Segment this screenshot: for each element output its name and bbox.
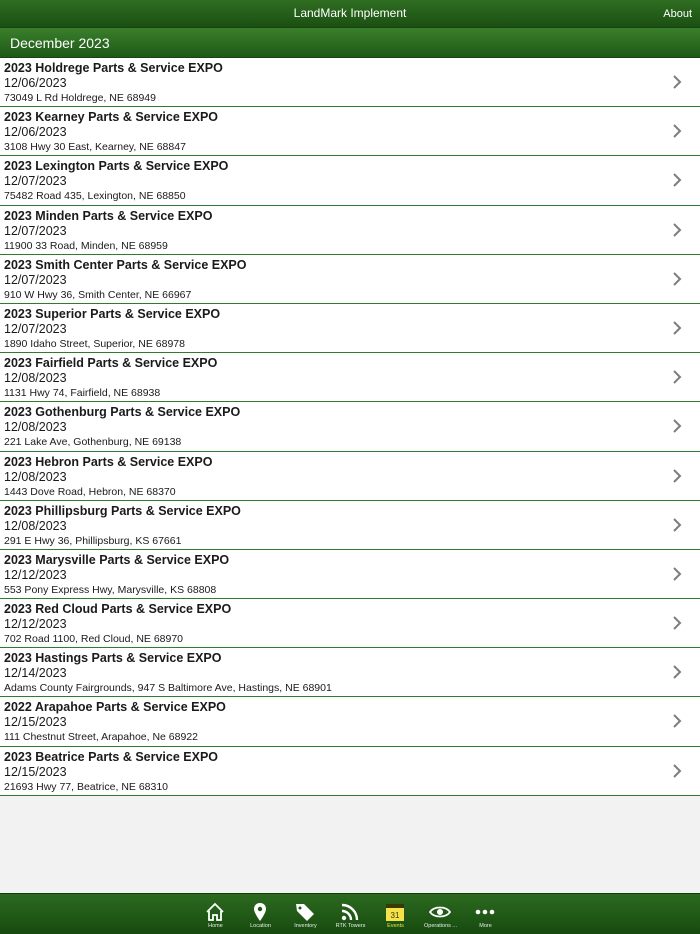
event-name: 2023 Holdrege Parts & Service EXPO bbox=[4, 61, 223, 75]
chevron-right-icon bbox=[672, 616, 682, 630]
event-list-item[interactable] bbox=[0, 255, 700, 304]
event-list-item[interactable] bbox=[0, 206, 700, 255]
tab-label: Inventory bbox=[294, 923, 317, 929]
event-list-item[interactable] bbox=[0, 304, 700, 353]
tag-icon bbox=[294, 901, 316, 923]
event-date: 12/07/2023 bbox=[4, 223, 67, 238]
chevron-right-icon bbox=[672, 469, 682, 483]
event-list-item[interactable] bbox=[0, 58, 700, 107]
event-name: 2023 Red Cloud Parts & Service EXPO bbox=[4, 602, 232, 617]
event-date: 12/12/2023 bbox=[4, 567, 67, 582]
event-name: 2022 Arapahoe Parts & Service EXPO bbox=[4, 700, 226, 715]
chevron-right-icon bbox=[672, 764, 682, 778]
event-address: Adams County Fairgrounds, 947 S Baltimore Ave, Hastings, NE 68901 bbox=[4, 682, 332, 695]
event-date: 12/06/2023 bbox=[4, 125, 67, 140]
event-date: 12/08/2023 bbox=[4, 371, 67, 386]
event-date: 12/08/2023 bbox=[4, 469, 67, 484]
chevron-right-icon bbox=[672, 518, 682, 532]
chevron-right-icon bbox=[672, 124, 682, 138]
event-address: 3108 Hwy 30 East, Kearney, NE 68847 bbox=[4, 141, 186, 154]
tab-operations[interactable] bbox=[418, 894, 463, 934]
more-dots-icon bbox=[474, 901, 496, 923]
event-date: 12/07/2023 bbox=[4, 321, 67, 336]
event-address: 910 W Hwy 36, Smith Center, NE 66967 bbox=[4, 288, 192, 301]
tab-label: More bbox=[479, 923, 492, 929]
tab-rtk-towers[interactable] bbox=[328, 894, 373, 934]
tab-inventory[interactable] bbox=[283, 894, 328, 934]
event-date: 12/15/2023 bbox=[4, 764, 67, 779]
event-address: 291 E Hwy 36, Phillipsburg, KS 67661 bbox=[4, 534, 182, 547]
chevron-right-icon bbox=[672, 272, 682, 286]
event-name: 2023 Lexington Parts & Service EXPO bbox=[4, 159, 229, 174]
event-list-item[interactable] bbox=[0, 402, 700, 451]
event-date: 12/06/2023 bbox=[4, 76, 67, 90]
chevron-right-icon bbox=[672, 223, 682, 237]
tab-label: Events bbox=[387, 923, 404, 929]
event-list-item[interactable] bbox=[0, 747, 700, 796]
section-title: December 2023 bbox=[10, 35, 110, 51]
event-list-item[interactable] bbox=[0, 697, 700, 746]
chevron-right-icon bbox=[672, 75, 682, 89]
event-address: 75482 Road 435, Lexington, NE 68850 bbox=[4, 190, 186, 203]
event-name: 2023 Gothenburg Parts & Service EXPO bbox=[4, 405, 241, 420]
tab-bar-items bbox=[193, 894, 508, 934]
app-title: LandMark Implement bbox=[293, 6, 407, 20]
tab-label: Operations ... bbox=[423, 923, 458, 929]
event-name: 2023 Kearney Parts & Service EXPO bbox=[4, 110, 219, 125]
event-date: 12/08/2023 bbox=[4, 518, 67, 533]
event-list-item[interactable] bbox=[0, 452, 700, 501]
event-date: 12/07/2023 bbox=[4, 174, 67, 189]
event-address: 111 Chestnut Street, Arapahoe, Ne 68922 bbox=[4, 731, 198, 744]
event-address: 11900 33 Road, Minden, NE 68959 bbox=[4, 239, 168, 252]
eye-icon bbox=[429, 901, 451, 923]
event-name: 2023 Marysville Parts & Service EXPO bbox=[4, 552, 230, 567]
about-button[interactable]: About bbox=[663, 8, 692, 20]
event-address: 1131 Hwy 74, Fairfield, NE 68938 bbox=[4, 387, 161, 400]
event-date: 12/12/2023 bbox=[4, 617, 67, 632]
event-address: 702 Road 1100, Red Cloud, NE 68970 bbox=[4, 633, 184, 646]
rss-icon bbox=[339, 901, 361, 923]
calendar-icon bbox=[384, 901, 406, 923]
home-icon bbox=[204, 901, 226, 923]
event-name: 2023 Fairfield Parts & Service EXPO bbox=[4, 356, 218, 371]
tab-label: RTK Towers bbox=[335, 923, 366, 929]
event-address: 553 Pony Express Hwy, Marysville, KS 68808 bbox=[4, 583, 217, 596]
tab-location[interactable] bbox=[238, 894, 283, 934]
event-date: 12/08/2023 bbox=[4, 420, 67, 435]
event-name: 2023 Hastings Parts & Service EXPO bbox=[4, 651, 222, 666]
chevron-right-icon bbox=[672, 419, 682, 433]
tab-label: Location bbox=[250, 923, 271, 929]
event-list bbox=[0, 58, 700, 796]
location-pin-icon bbox=[249, 901, 271, 923]
tab-more[interactable] bbox=[463, 894, 508, 934]
chevron-right-icon bbox=[672, 567, 682, 581]
event-address: 73049 L Rd Holdrege, NE 68949 bbox=[4, 92, 156, 104]
tab-home[interactable] bbox=[193, 894, 238, 934]
event-list-item[interactable] bbox=[0, 599, 700, 648]
event-date: 12/15/2023 bbox=[4, 715, 67, 730]
event-name: 2023 Hebron Parts & Service EXPO bbox=[4, 454, 213, 469]
event-date: 12/14/2023 bbox=[4, 666, 67, 681]
tab-events[interactable] bbox=[373, 894, 418, 934]
event-date: 12/07/2023 bbox=[4, 272, 67, 287]
event-name: 2023 Superior Parts & Service EXPO bbox=[4, 306, 221, 321]
event-name: 2023 Phillipsburg Parts & Service EXPO bbox=[4, 503, 241, 518]
event-list-item[interactable] bbox=[0, 107, 700, 156]
calendar-day-label: 31 bbox=[390, 911, 400, 920]
event-address: 21693 Hwy 77, Beatrice, NE 68310 bbox=[4, 780, 169, 793]
tab-label: Home bbox=[208, 923, 223, 929]
event-list-item[interactable] bbox=[0, 501, 700, 550]
event-list-item[interactable] bbox=[0, 550, 700, 599]
chevron-right-icon bbox=[672, 173, 682, 187]
event-list-item[interactable] bbox=[0, 156, 700, 205]
tab-bar bbox=[0, 893, 700, 934]
section-header bbox=[0, 27, 700, 58]
event-list-item[interactable] bbox=[0, 353, 700, 402]
event-name: 2023 Smith Center Parts & Service EXPO bbox=[4, 257, 247, 272]
top-nav-bar bbox=[0, 0, 700, 27]
chevron-right-icon bbox=[672, 321, 682, 335]
event-list-item[interactable] bbox=[0, 648, 700, 697]
event-address: 1890 Idaho Street, Superior, NE 68978 bbox=[4, 337, 185, 350]
chevron-right-icon bbox=[672, 370, 682, 384]
event-address: 1443 Dove Road, Hebron, NE 68370 bbox=[4, 485, 176, 498]
event-address: 221 Lake Ave, Gothenburg, NE 69138 bbox=[4, 436, 182, 449]
chevron-right-icon bbox=[672, 714, 682, 728]
event-name: 2023 Beatrice Parts & Service EXPO bbox=[4, 749, 219, 764]
chevron-right-icon bbox=[672, 665, 682, 679]
event-name: 2023 Minden Parts & Service EXPO bbox=[4, 208, 213, 223]
